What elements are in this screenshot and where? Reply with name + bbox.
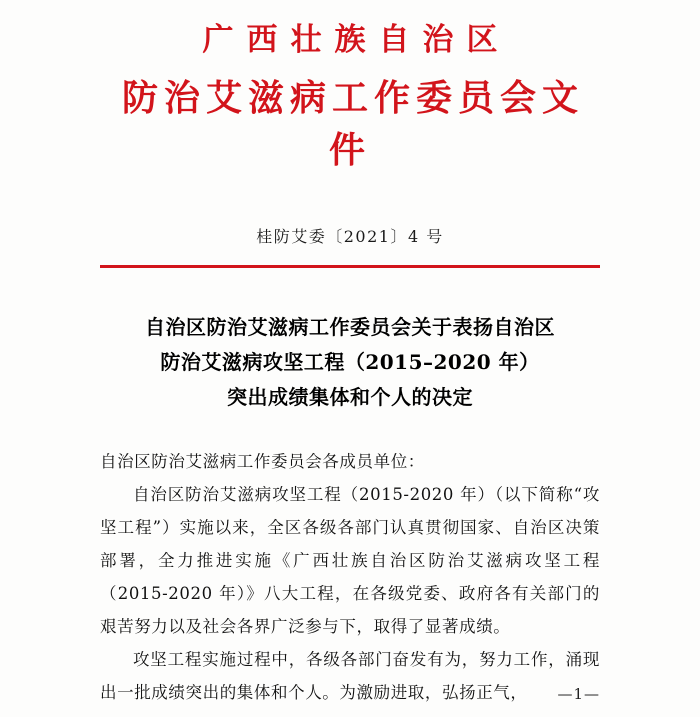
document-title-line-1: 自治区防治艾滋病工作委员会关于表扬自治区 [145,315,555,340]
paragraph-background: 自治区防治艾滋病攻坚工程（2015-2020 年）（以下简称“攻坚工程”）实施以来，全区各级各部门认真贯彻国家、自治区决策部署，全力推进实施《广西壮族自治区防治艾滋病攻坚工程（2015-2020 年）》八大工程，在各级党委、政府各有关部门的艰苦努力以及社会各界广泛参与下，取得了显著成绩。 [100,485,600,637]
red-divider-rule [100,265,600,268]
document-title [100,310,600,415]
page-number: —1— [557,685,600,703]
paragraph-purpose: 攻坚工程实施过程中，各级各部门奋发有为，努力工作，涌现出一批成绩突出的集体和个人。为激励进取，弘扬正气， [100,650,600,703]
document-title-line-2: 防治艾滋病攻坚工程（2015–2020 年） [160,350,540,375]
masthead-issuer-region: 广西壮族自治区 [202,22,511,58]
paragraph-salutation: 自治区防治艾滋病工作委员会各成员单位： [100,452,425,472]
document-body [100,445,600,709]
masthead [100,0,600,176]
document-title-line-3: 突出成绩集体和个人的决定 [227,385,473,410]
masthead-issuer-committee: 防治艾滋病工作委员会文件 [121,76,584,172]
document-number: 桂防艾委〔2021〕4 号 [256,227,444,247]
